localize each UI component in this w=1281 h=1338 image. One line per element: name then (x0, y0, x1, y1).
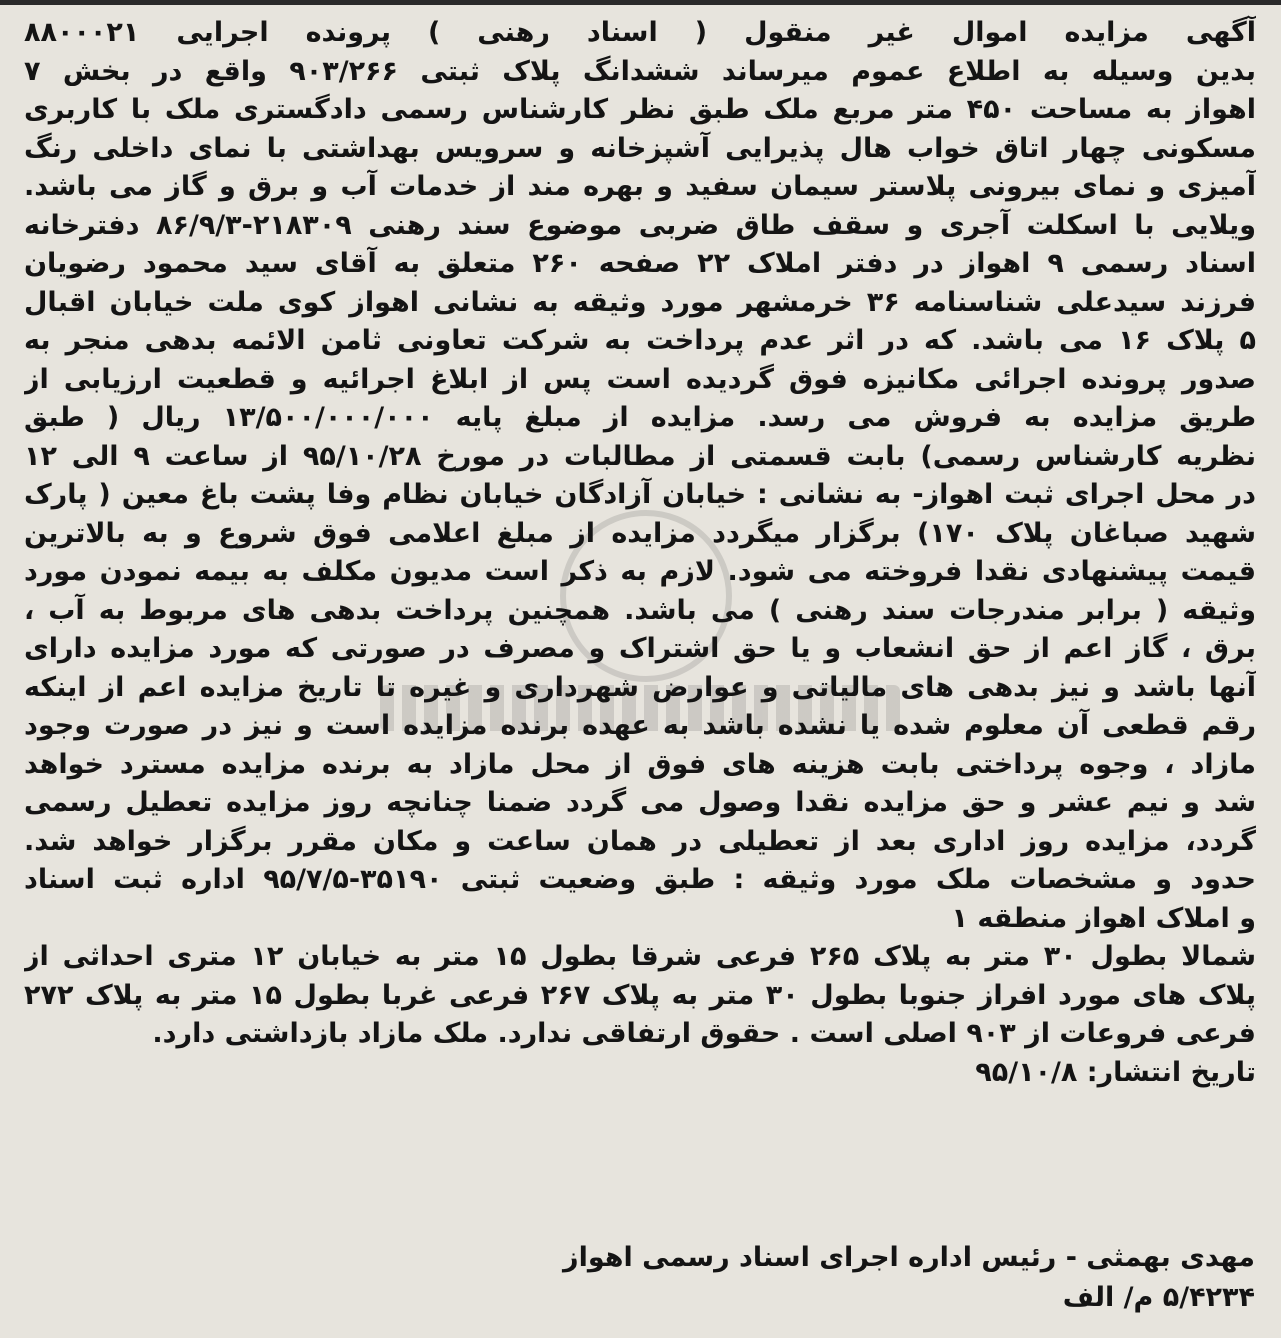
notice-line: فرزند سیدعلی شناسنامه ۳۶ خرمشهر مورد وثیقه به نشانی اهواز کوی ملت خیابان اقبال (24, 286, 1256, 318)
notice-line: رقم قطعی آن معلوم شده یا نشده باشد به عهده برنده مزایده است و نیز در صورت وجود (24, 710, 1256, 741)
notice-line: فرعی فروعات از ۹۰۳ اصلی است . حقوق ارتفاقی ندارد. ملک مازاد بازداشتی دارد. (152, 1018, 1256, 1049)
notice-line: شمالا بطول ۳۰ متر به پلاک ۲۶۵ فرعی شرقا بطول ۱۵ متر به خیابان ۱۲ متری احداثی از (24, 941, 1256, 972)
signature-block (563, 1238, 1255, 1318)
notice-line: اهواز به مساحت ۴۵۰ متر مربع ملک طبق نظر کارشناس رسمی دادگستری ملک با کاربری (24, 94, 1256, 125)
notice-line: بدین وسیله به اطلاع عموم میرساند ششدانگ پلاک ثبتی ۹۰۳/۲۶۶ واقع در بخش ۷ (24, 55, 1256, 87)
auction-notice (24, 14, 1256, 1092)
notice-line: قیمت پیشنهادی نقدا فروخته می شود. لازم به ذکر است مدیون مکلف به بیمه نمودن مورد (24, 556, 1256, 587)
notice-line: آنها باشد و نیز بدهی های مالیاتی و عوارض شهرداری و غیره تا تاریخ مزایده اعم از اینکه (24, 671, 1256, 703)
notice-line: برق ، گاز اعم از حق انشعاب و یا حق اشتراک و مصرف در صورتی که مورد مزایده دارای (24, 633, 1256, 664)
reference-code: ۵/۴۲۳۴ م/ الف (1062, 1282, 1255, 1313)
notice-line: مسکونی چهار اتاق خواب هال پذیرایی آشپزخانه و سرویس بهداشتی با نمای داخلی رنگ (24, 132, 1256, 164)
notice-line: صدور پرونده اجرائی مکانیزه فوق گردیده است پس از ابلاغ اجرائیه و قطعیت ارزیابی از (24, 363, 1256, 395)
notice-line: آمیزی و نمای بیرونی پلاستر سیمان سفید و بهره مند از خدمات آب و برق و گاز می باشد. (24, 171, 1256, 202)
notice-line: شهید صباغان پلاک ۱۷۰) برگزار میگردد مزایده از مبلغ اعلامی فوق شروع و به بالاترین (24, 517, 1256, 549)
top-border-rule (0, 0, 1281, 5)
notice-line: گردد، مزایده روز اداری بعد از تعطیلی در همان ساعت و مکان مقرر برگزار خواهد شد. (24, 825, 1256, 857)
notice-line: حدود و مشخصات ملک مورد وثیقه : طبق وضعیت ثبتی ۳۵۱۹۰-۹۵/۷/۵ اداره ثبت اسناد (24, 864, 1256, 895)
signatory-name: مهدی بهمثی - رئیس اداره اجرای اسناد رسمی اهواز (563, 1242, 1255, 1273)
notice-line: نظریه کارشناس رسمی) بابت قسمتی از مطالبات در مورخ ۹۵/۱۰/۲۸ از ساعت ۹ الی ۱۲ (24, 440, 1256, 472)
notice-line: در محل اجرای ثبت اهواز- به نشانی : خیابان آزادگان خیابان نظام وفا پشت باغ معین ( پارک (24, 479, 1256, 510)
notice-line: پلاک های مورد افراز جنوبا بطول ۳۰ متر به پلاک ۲۶۷ فرعی غربا بطول ۱۵ متر به پلاک ۲۷۲ (24, 979, 1256, 1011)
notice-line: مازاد ، وجوه پرداختی بابت هزینه های فوق از محل مازاد به برنده مزایده مسترد خواهد (24, 748, 1256, 780)
publication-date: تاریخ انتشار: ۹۵/۱۰/۸ (975, 1056, 1256, 1088)
notice-line: ویلایی با اسکلت آجری و سقف طاق ضربی موضوع سند رهنی ۲۱۸۳۰۹-۸۶/۹/۳ دفترخانه (24, 209, 1256, 241)
notice-line: وثیقه ( برابر مندرجات سند رهنی ) می باشد. همچنین پرداخت بدهی های مربوط به آب ، (24, 594, 1256, 626)
notice-line: و املاک اهواز منطقه ۱ (951, 902, 1256, 934)
notice-line: شد و نیم عشر و حق مزایده نقدا وصول می گردد ضمنا چنانچه روز مزایده تعطیل رسمی (24, 787, 1256, 818)
notice-line: اسناد رسمی ۹ اهواز در دفتر املاک ۲۲ صفحه ۲۶۰ متعلق به آقای سید محمود رضویان (24, 248, 1256, 279)
notice-title: آگهی مزایده اموال غیر منقول ( اسناد رهنی ) پرونده اجرایی ۸۸۰۰۰۲۱ (24, 17, 1256, 48)
notice-line: طریق مزایده به فروش می رسد. مزایده از مبلغ پایه ۱۳/۵۰۰/۰۰۰/۰۰۰ ریال ( طبق (24, 402, 1256, 433)
notice-line: ۵ پلاک ۱۶ می باشد. که در اثر عدم پرداخت به شرکت تعاونی ثامن الائمه بدهی منجر به (24, 325, 1256, 356)
